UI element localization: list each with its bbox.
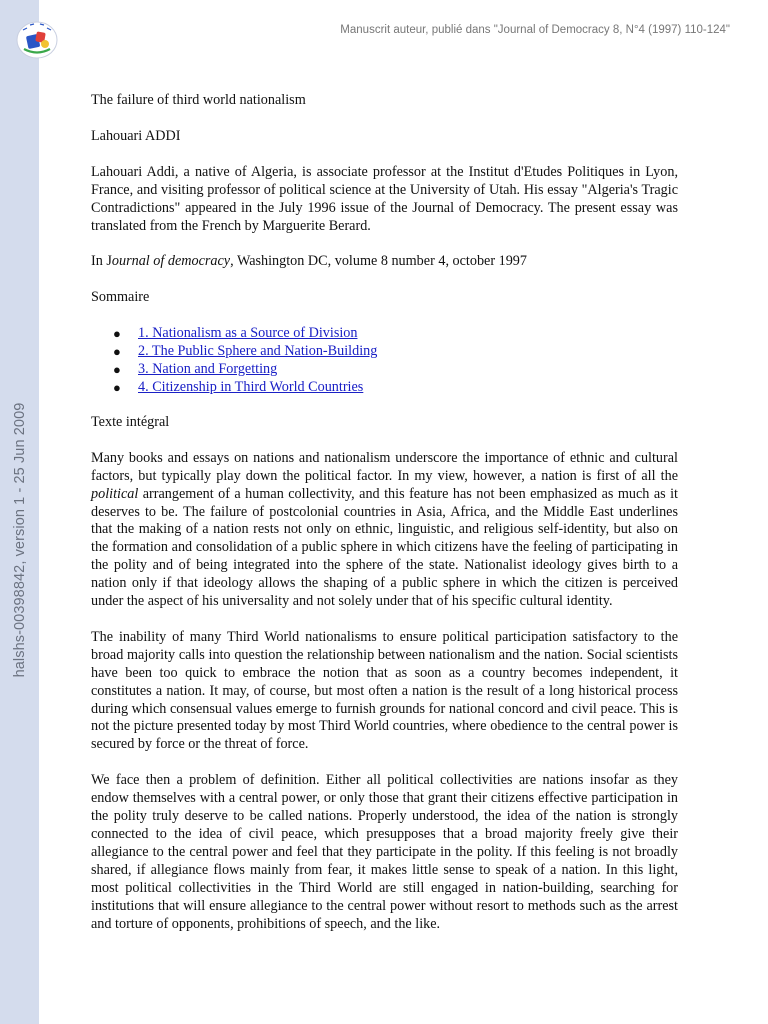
citation-prefix: In J: [91, 253, 112, 270]
toc-link-3[interactable]: 3. Nation and Forgetting: [138, 361, 278, 378]
toc-item: [91, 361, 678, 379]
paragraph-1: [91, 450, 678, 611]
toc-item: [91, 343, 678, 361]
paragraph-2: The inability of many Third World nationalisms to ensure political participation satisfactory to the broad majority calls into question the relationship between nationalism and the nation. Social scientists have been too quick to embrace the notion that as soon as a country becomes independent, it constitutes a nation. It may, of course, but most often a nation is the result of a long historical process during which consensual values emerge to furnish grounds for national concord and civil peace. This is not the picture presented today by most Third World countries, where obedience to the central power is secured by force or the threat of force.: [91, 628, 678, 753]
citation-journal: ournal of democracy: [111, 253, 231, 270]
bullet-icon: ●: [113, 344, 121, 360]
hal-sherbrooke-logo: [14, 16, 60, 60]
sidebar-band: [0, 0, 39, 1024]
hal-identifier: halshs-00398842, version 1 - 25 Jun 2009: [12, 402, 28, 678]
paragraph-3: We face then a problem of definition. Either all political collectivities are nations insofar as they endow themselves with a central power, or only those that grant their citizens effective participation in the polity truly deserve to be called nations. Properly understood, the idea of the nation is strongly connected to the idea of civil peace, which presupposes that a broad majority freely give their allegiance to the central power and feel that they participate in the polity. If this feeling is not broadly shared, if allegiance flows mainly from fear, it makes little sense to speak of a nation. In this light, most political collectivities in the Third World are still engaged in nation-building, searching for institutions that will ensure allegiance to the central power without resort to methods such as the arrest and torture of opponents, prohibitions of speech, and the like.: [91, 772, 678, 932]
paragraph-1-emphasis: political: [91, 485, 139, 502]
publication-note: Manuscrit auteur, publié dans "Journal of Democracy 8, N°4 (1997) 110-124": [340, 24, 730, 36]
paragraph-1-part-a: Many books and essays on nations and nationalism underscore the importance of ethnic and cultural factors, but typically play down the political factor. In my view, however, a nation is first of all the: [91, 449, 678, 484]
bullet-icon: ●: [113, 326, 121, 342]
bullet-icon: ●: [113, 362, 121, 378]
texte-integral-heading: Texte intégral: [91, 413, 170, 430]
paragraph-1-part-b: arrangement of a human collectivity, and this feature has not been emphasized as much as it deserves to be. The failure of postcolonial countries in Asia, Africa, and the Middle East underlines that the making of a nation rests not only on ethnic, linguistic, and religious self-identity, but also on the formation and consolidation of a public sphere in which citizens have the feeling of participating in the polity and of being integrated into the sphere of the state. Nationalist ideology gives birth to a nation only if that ideology allows the shaping of a public sphere in which the citizen is perceived under the aspect of his universality and not solely under that of his specific cultural identity.: [91, 485, 678, 610]
toc-link-1[interactable]: 1. Nationalism as a Source of Division: [138, 325, 358, 342]
author-bio: Lahouari Addi, a native of Algeria, is associate professor at the Institut d'Etudes Politiques in Lyon, France, and visiting professor of political science at the University of Utah. His essay "Algeria's Tragic Contradictions" appeared in the July 1996 issue of the Journal of Democracy. The present essay was translated from the French by Marguerite Berard.: [91, 163, 678, 234]
sommaire-heading: Sommaire: [91, 289, 150, 306]
table-of-contents: [91, 325, 678, 397]
toc-item: [91, 379, 678, 397]
toc-item: [91, 325, 678, 343]
article-author: Lahouari ADDI: [91, 127, 181, 144]
citation-line: [91, 253, 678, 271]
bullet-icon: ●: [113, 379, 121, 395]
article-title: The failure of third world nationalism: [91, 92, 306, 108]
logo-yellow-dot: [41, 40, 49, 48]
toc-link-4[interactable]: 4. Citizenship in Third World Countries: [138, 378, 364, 395]
article-body: [91, 92, 678, 951]
toc-link-2[interactable]: 2. The Public Sphere and Nation-Building: [138, 343, 378, 360]
citation-suffix: , Washington DC, volume 8 number 4, october 1997: [230, 253, 527, 270]
